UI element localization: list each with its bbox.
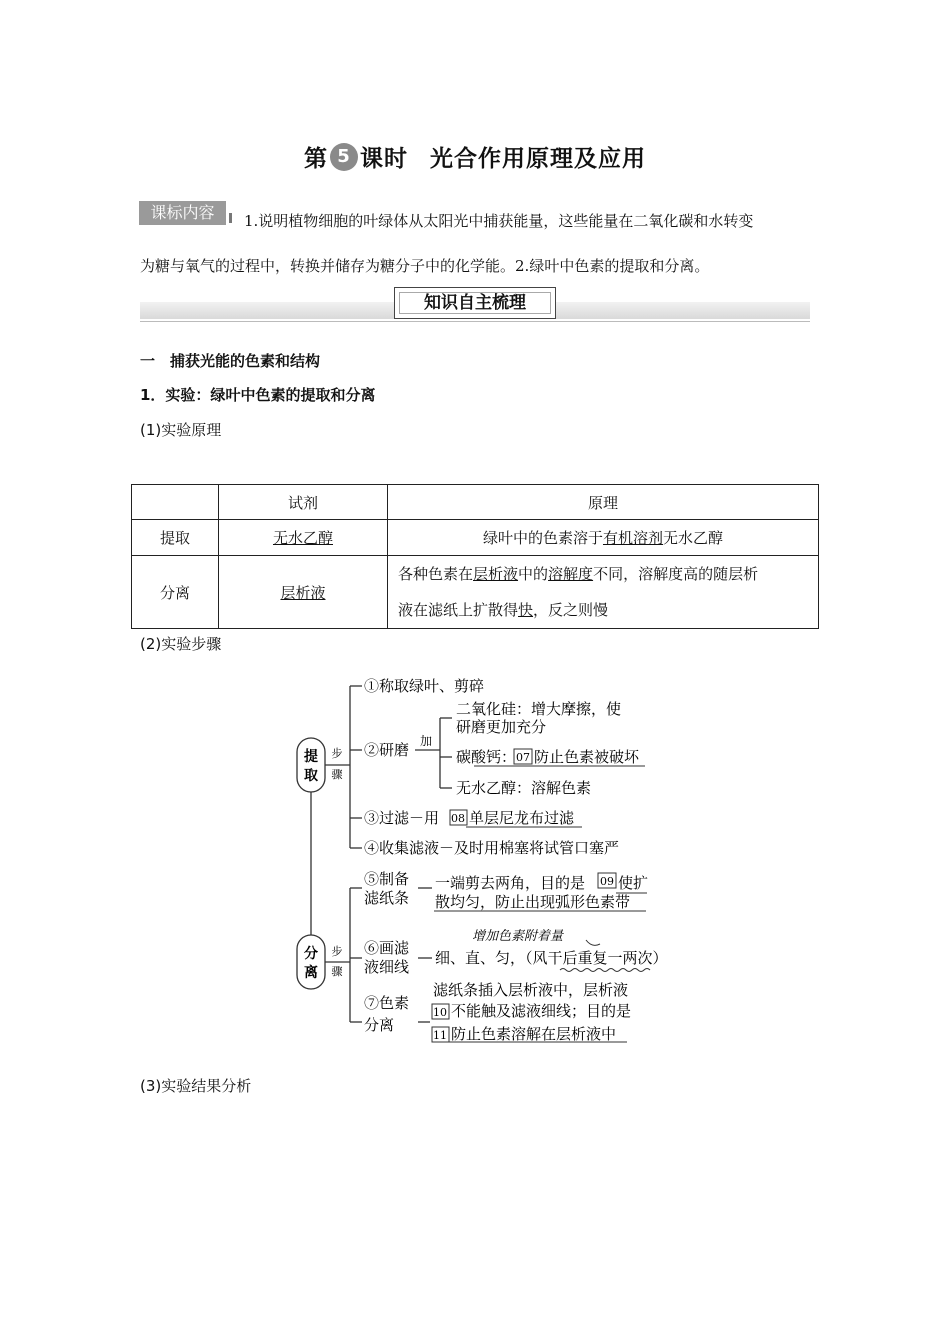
heading-1: 一 捕获光能的色素和结构 bbox=[140, 352, 321, 370]
title-topic: 光合作用原理及应用 bbox=[430, 146, 646, 172]
separate-detail-2: 不能触及滤液细线；目的是 bbox=[451, 1002, 632, 1020]
kebiao-tag: 课标内容 bbox=[139, 201, 226, 225]
blank-10: 10 bbox=[433, 1006, 447, 1019]
heading-steps: (2)实验步骤 bbox=[140, 635, 222, 653]
step-draw-1: ⑥画滤 bbox=[364, 939, 410, 957]
heading-results: (3)实验结果分析 bbox=[140, 1077, 252, 1095]
blank-07: 07 bbox=[516, 751, 530, 764]
sio2-line-1: 二氧化硅：增大摩擦，使 bbox=[456, 700, 622, 718]
row-separate-reagent: 层析液 bbox=[280, 583, 326, 602]
row-extract-reagent: 无水乙醇 bbox=[272, 529, 333, 547]
separate-detail-1: 滤纸条插入层析液中，层析液 bbox=[433, 981, 629, 999]
extract-label-1: 提 bbox=[304, 749, 318, 765]
separate-label-2: 离 bbox=[304, 965, 318, 981]
step-filter-method: 单层尼龙布过滤 bbox=[469, 809, 575, 827]
row-extract-label: 提取 bbox=[132, 520, 219, 556]
extract-step-label-1: 步 bbox=[331, 747, 343, 760]
ethanol-purpose: 无水乙醇：溶解色素 bbox=[456, 779, 592, 797]
separate-label-1: 分 bbox=[304, 946, 318, 962]
title-suffix: 课时 bbox=[360, 146, 408, 172]
blank-09: 09 bbox=[600, 875, 614, 888]
table-header-principle: 原理 bbox=[388, 485, 819, 520]
step-prepare-2: 滤纸条 bbox=[364, 889, 410, 907]
title-prefix: 第 bbox=[304, 146, 328, 172]
section-title: 知识自主梳理 bbox=[394, 287, 556, 319]
row-separate-principle: 各种色素在层析液中的溶解度不同，溶解度高的随层析 液在滤纸上扩散得快，反之则慢 bbox=[388, 556, 819, 629]
caco3-purpose: 防止色素被破坏 bbox=[534, 748, 640, 766]
separate-step-label-2: 骤 bbox=[331, 965, 343, 978]
step-draw-2: 液细线 bbox=[364, 958, 410, 976]
step-prepare-1: ⑤制备 bbox=[364, 870, 410, 888]
extract-step-label-2: 骤 bbox=[331, 768, 343, 781]
prepare-detail-1: 一端剪去两角，目的是 bbox=[435, 874, 586, 892]
step-grind: ②研磨 bbox=[364, 741, 410, 759]
kebiao-line-1: 1.说明植物细胞的叶绿体从太阳光中捕获能量，这些能量在二氧化碳和水转变 bbox=[244, 212, 754, 230]
step-separate-2: 分离 bbox=[364, 1016, 395, 1034]
row-separate-label: 分离 bbox=[132, 556, 219, 629]
handwritten-note: 增加色素附着量 bbox=[472, 929, 564, 944]
prepare-answer-1: 使扩 bbox=[618, 874, 649, 892]
kebiao-line-2: 为糖与氧气的过程中，转换并储存为糖分子中的化学能。2.绿叶中色素的提取和分离。 bbox=[140, 257, 710, 275]
caco3-label: 碳酸钙： bbox=[456, 748, 517, 766]
draw-detail: 细、直、匀，（风干后重复一两次） bbox=[435, 949, 668, 967]
separate-step-label-1: 步 bbox=[331, 945, 343, 958]
blank-08: 08 bbox=[451, 812, 465, 825]
step-separate-1: ⑦色素 bbox=[364, 994, 410, 1012]
separate-detail-3: 防止色素溶解在层析液中 bbox=[451, 1025, 617, 1043]
heading-principle: (1)实验原理 bbox=[140, 421, 222, 439]
step-weigh: ①称取绿叶、剪碎 bbox=[364, 677, 485, 695]
heading-2: 1．实验：绿叶中色素的提取和分离 bbox=[140, 386, 376, 404]
step-filter: ③过滤－用 bbox=[364, 809, 440, 827]
sio2-line-2: 研磨更加充分 bbox=[456, 718, 547, 736]
add-label: 加 bbox=[420, 734, 433, 748]
table-header-reagent: 试剂 bbox=[219, 485, 388, 520]
blank-11: 11 bbox=[433, 1029, 447, 1042]
step-collect: ④收集滤液－及时用棉塞将试管口塞严 bbox=[364, 839, 620, 857]
prepare-answer-2: 散均匀，防止出现弧形色素带 bbox=[435, 893, 631, 911]
lesson-number-badge: 5 bbox=[330, 143, 358, 171]
extract-label-2: 取 bbox=[304, 768, 318, 784]
row-extract-principle: 绿叶中的色素溶于有机溶剂无水乙醇 bbox=[388, 520, 819, 556]
